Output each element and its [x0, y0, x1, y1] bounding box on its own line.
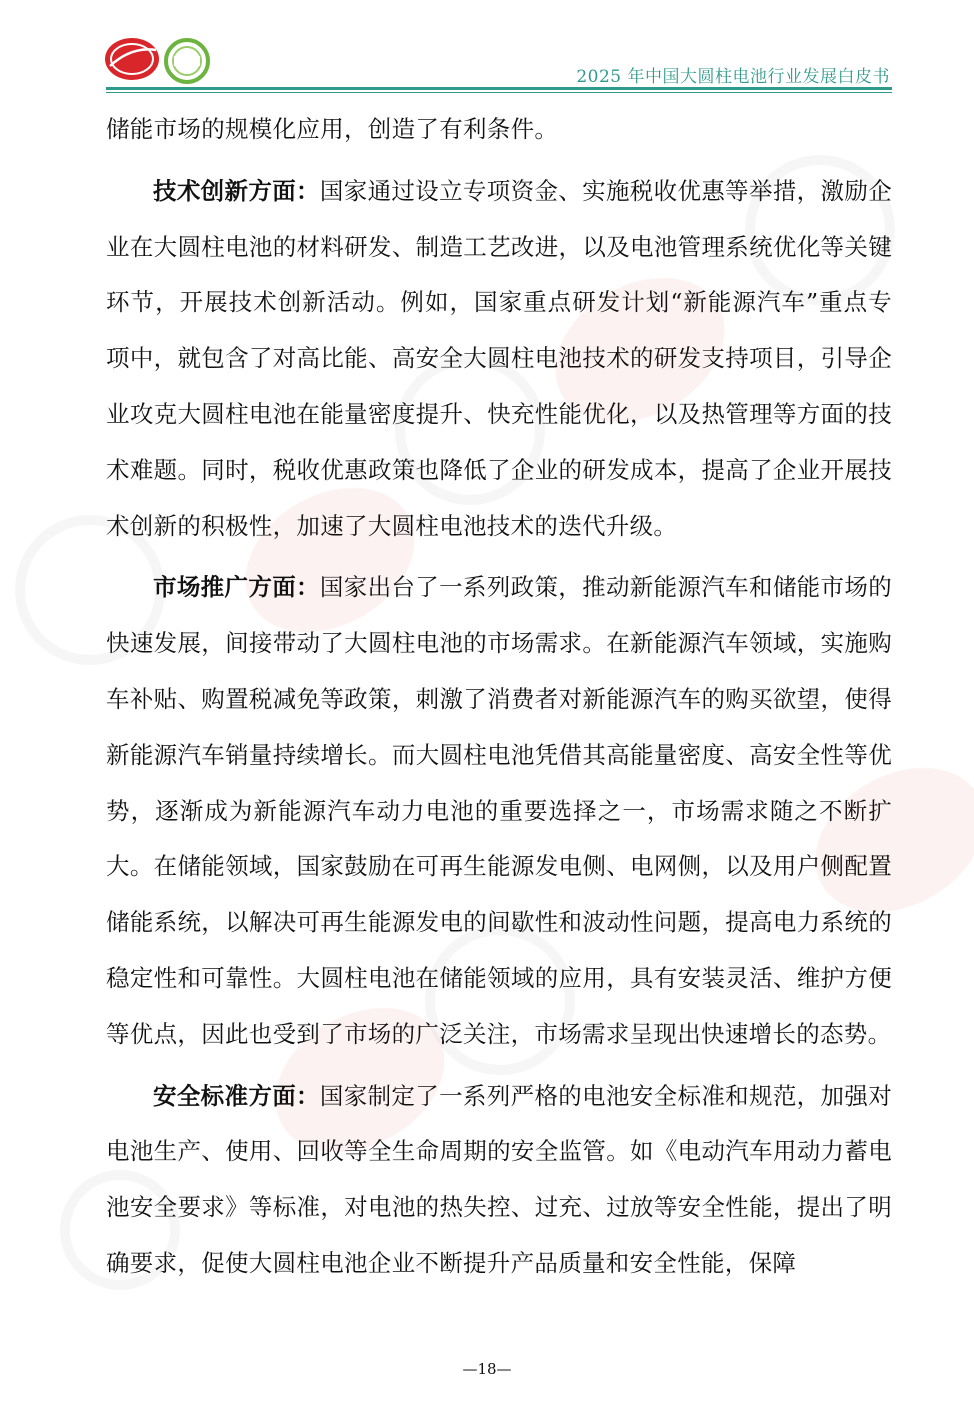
paragraph-text: 储能市场的规模化应用，创造了有利条件。	[106, 115, 559, 143]
paragraph-tech-innovation	[106, 164, 892, 555]
header-rule-thin	[106, 92, 892, 93]
document-body	[106, 102, 892, 1298]
paragraph-text: 国家出台了一系列政策，推动新能源汽车和储能市场的快速发展，间接带动了大圆柱电池的市场需求。在新能源汽车领域，实施购车补贴、购置税减免等政策，刺激了消费者对新能源汽车的购买欲望，使得新能源汽车销量持续增长。而大圆柱电池凭借其高能量密度、高安全性等优势，逐渐成为新能源汽车动力电池的重要选择之一，市场需求随之不断扩大。在储能领域，国家鼓励在可再生能源发电侧、电网侧，以及用户侧配置储能系统，以解决可再生能源发电的间歇性和波动性问题，提高电力系统的稳定性和可靠性。大圆柱电池在储能领域的应用，具有安装灵活、维护方便等优点，因此也受到了市场的广泛关注，市场需求呈现出快速增长的态势。	[106, 573, 892, 1048]
header-rule	[106, 87, 892, 90]
ciaps-logo	[104, 36, 160, 82]
paragraph-heading: 市场推广方面：	[153, 573, 320, 602]
paragraph-text: 国家制定了一系列严格的电池安全标准和规范，加强对电池生产、使用、回收等全生命周期的安全监管。如《电动汽车用动力蓄电池安全要求》等标准，对电池的热失控、过充、过放等安全性能，提出了明确要求，促使大圆柱电池企业不断提升产品质量和安全性能，保障	[106, 1081, 892, 1277]
paragraph-safety-standards	[106, 1069, 892, 1292]
page-number: —18—	[462, 1360, 512, 1378]
header-title: 2025 年中国大圆柱电池行业发展白皮书	[576, 67, 890, 87]
paragraph-market-promotion	[106, 560, 892, 1062]
pba-logo	[164, 38, 210, 84]
paragraph-heading: 技术创新方面：	[153, 176, 320, 205]
paragraph-text: 国家通过设立专项资金、实施税收优惠等举措，激励企业在大圆柱电池的材料研发、制造工艺改进，以及电池管理系统优化等关键环节，开展技术创新活动。例如，国家重点研发计划“新能源汽车”重点专项中，就包含了对高比能、高安全大圆柱电池技术的研发支持项目，引导企业攻克大圆柱电池在能量密度提升、快充性能优化，以及热管理等方面的技术难题。同时，税收优惠政策也降低了企业的研发成本，提高了企业开展技术创新的积极性，加速了大圆柱电池技术的迭代升级。	[106, 176, 892, 540]
paragraph-heading: 安全标准方面：	[153, 1081, 320, 1110]
page-header	[0, 0, 974, 100]
paragraph-continuation	[106, 102, 892, 158]
